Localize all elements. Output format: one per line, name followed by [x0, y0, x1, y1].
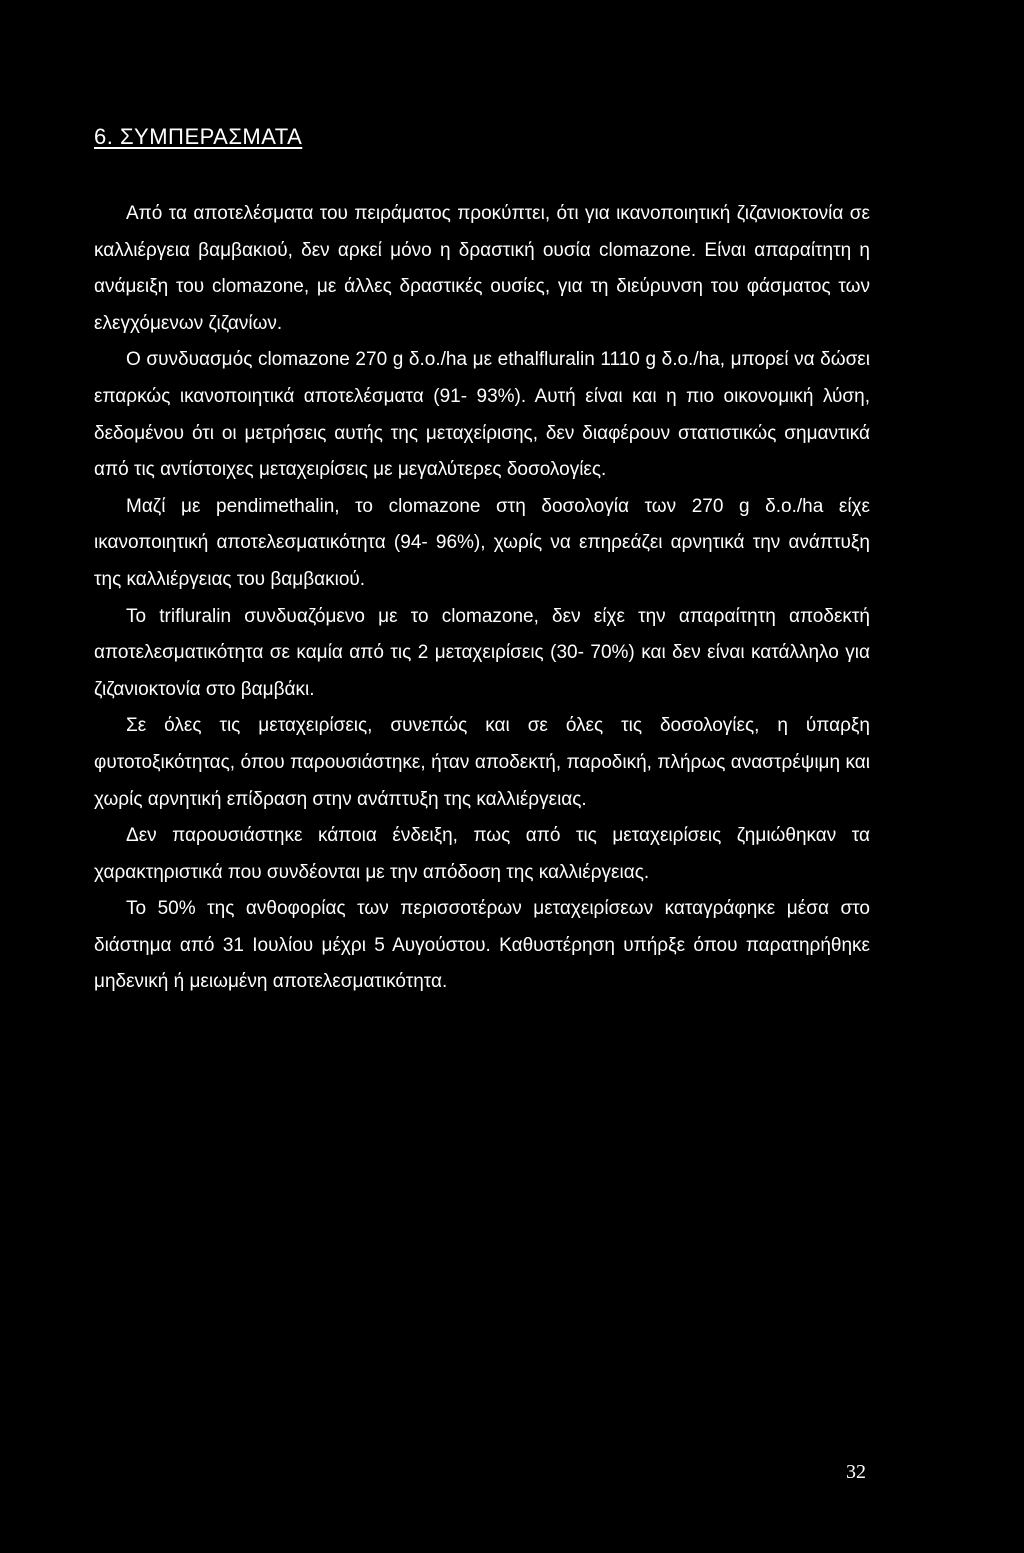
paragraph: Από τα αποτελέσματα του πειράματος προκύπτει, ότι για ικανοποιητική ζιζανιοκτονία σε καλλιέργεια βαμβακιού, δεν αρκεί μόνο η δραστική ουσία clomazone. Είναι απαραίτητη η ανάμειξη του clomazone, με άλλες δραστικές ουσίες, για τη διεύρυνση του φάσματος των ελεγχόμενων ζιζανίων. — [94, 203, 870, 334]
paragraph: Σε όλες τις μεταχειρίσεις, συνεπώς και σε όλες τις δοσολογίες, η ύπαρξη φυτοτοξικότητας, όπου παρουσιάστηκε, ήταν αποδεκτή, παροδική, πλήρως αναστρέψιμη και χωρίς αρνητική επίδραση στην ανάπτυξη της καλλιέργειας. — [94, 715, 870, 810]
page-number: 32 — [846, 1461, 866, 1483]
paragraph: Δεν παρουσιάστηκε κάποια ένδειξη, πως από τις μεταχειρίσεις ζημιώθηκαν τα χαρακτηριστικά που συνδέονται με την απόδοση της καλλιέργειας. — [94, 825, 870, 883]
paragraph: Μαζί με pendimethalin, το clomazone στη δοσολογία των 270 g δ.ο./ha είχε ικανοποιητική αποτελεσματικότητα (94- 96%), χωρίς να επηρεάζει αρνητικά την ανάπτυξη της καλλιέργειας του βαμβακιού. — [94, 495, 870, 590]
section-heading: 6. ΣΥΜΠΕΡΑΣΜΑΤΑ — [94, 124, 303, 149]
paragraph: Ο συνδυασμός clomazone 270 g δ.ο./ha με ethalfluralin 1110 g δ.ο./ha, μπορεί να δώσει επαρκώς ικανοποιητικά αποτελέσματα (91- 93%). Αυτή είναι και η πιο οικονομική λύση, δεδομένου ότι οι μετρήσεις αυτής της μεταχείρισης, δεν διαφέρουν στατιστικώς σημαντικά από τις αντίστοιχες μεταχειρίσεις με μεγαλύτερες δοσολογίες. — [94, 349, 870, 481]
paragraph: Το trifluralin συνδυαζόμενο με το clomazone, δεν είχε την απαραίτητη αποδεκτή αποτελεσματικότητα σε καμία από τις 2 μεταχειρίσεις (30- 70%) και δεν είναι κατάλληλο για ζιζανιοκτονία στο βαμβάκι. — [94, 605, 870, 700]
conclusions-body — [94, 196, 870, 1001]
paragraph: Το 50% της ανθοφορίας των περισσοτέρων μεταχειρίσεων καταγράφηκε μέσα στο διάστημα από 31 Ιουλίου μέχρι 5 Αυγούστου. Καθυστέρηση υπήρξε όπου παρατηρήθηκε μηδενική ή μειωμένη αποτελεσματικότητα. — [94, 898, 870, 993]
